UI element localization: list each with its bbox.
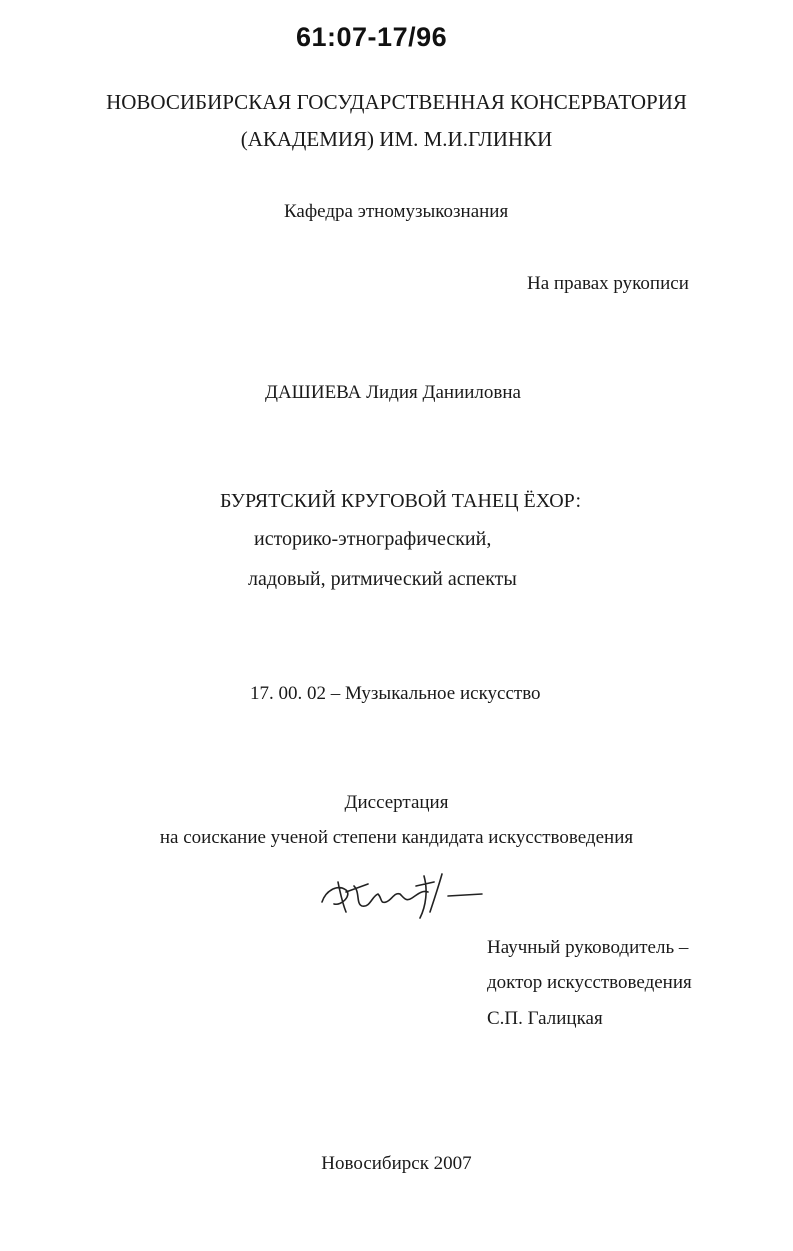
author-surname: ДАШИЕВА [265, 382, 362, 403]
manuscript-rights-note: На правах рукописи [527, 273, 689, 294]
supervisor-role: Научный руководитель – [487, 937, 689, 958]
institution-name-line2: (АКАДЕМИЯ) ИМ. М.И.ГЛИНКИ [240, 127, 553, 151]
author-signature-image [316, 862, 486, 922]
supervisor-degree: доктор искусствоведения [487, 972, 692, 993]
thesis-title-line1: БУРЯТСКИЙ КРУГОВОЙ ТАНЕЦ ЁХОР: [220, 490, 582, 512]
thesis-title-line2: историко-этнографический, [254, 528, 492, 550]
supervisor-name: С.П. Галицкая [487, 1008, 603, 1029]
author-name [265, 382, 521, 405]
archive-stamp-code: 61:07-17/96 [296, 22, 448, 52]
thesis-title-line3: ладовый, ритмический аспекты [248, 568, 517, 590]
degree-statement: на соискание ученой степени кандидата искусствоведения [159, 827, 634, 848]
author-given-names: Лидия Данииловна [366, 382, 521, 403]
specialty-code: 17. 00. 02 – Музыкальное искусство [250, 683, 541, 704]
department-name: Кафедра этномузыкознания [284, 201, 509, 222]
dissertation-label: Диссертация [344, 792, 449, 813]
institution-name-line1: НОВОСИБИРСКАЯ ГОСУДАРСТВЕННАЯ КОНСЕРВАТОРИЯ [106, 90, 687, 114]
city-and-year: Новосибирск 2007 [321, 1153, 472, 1174]
